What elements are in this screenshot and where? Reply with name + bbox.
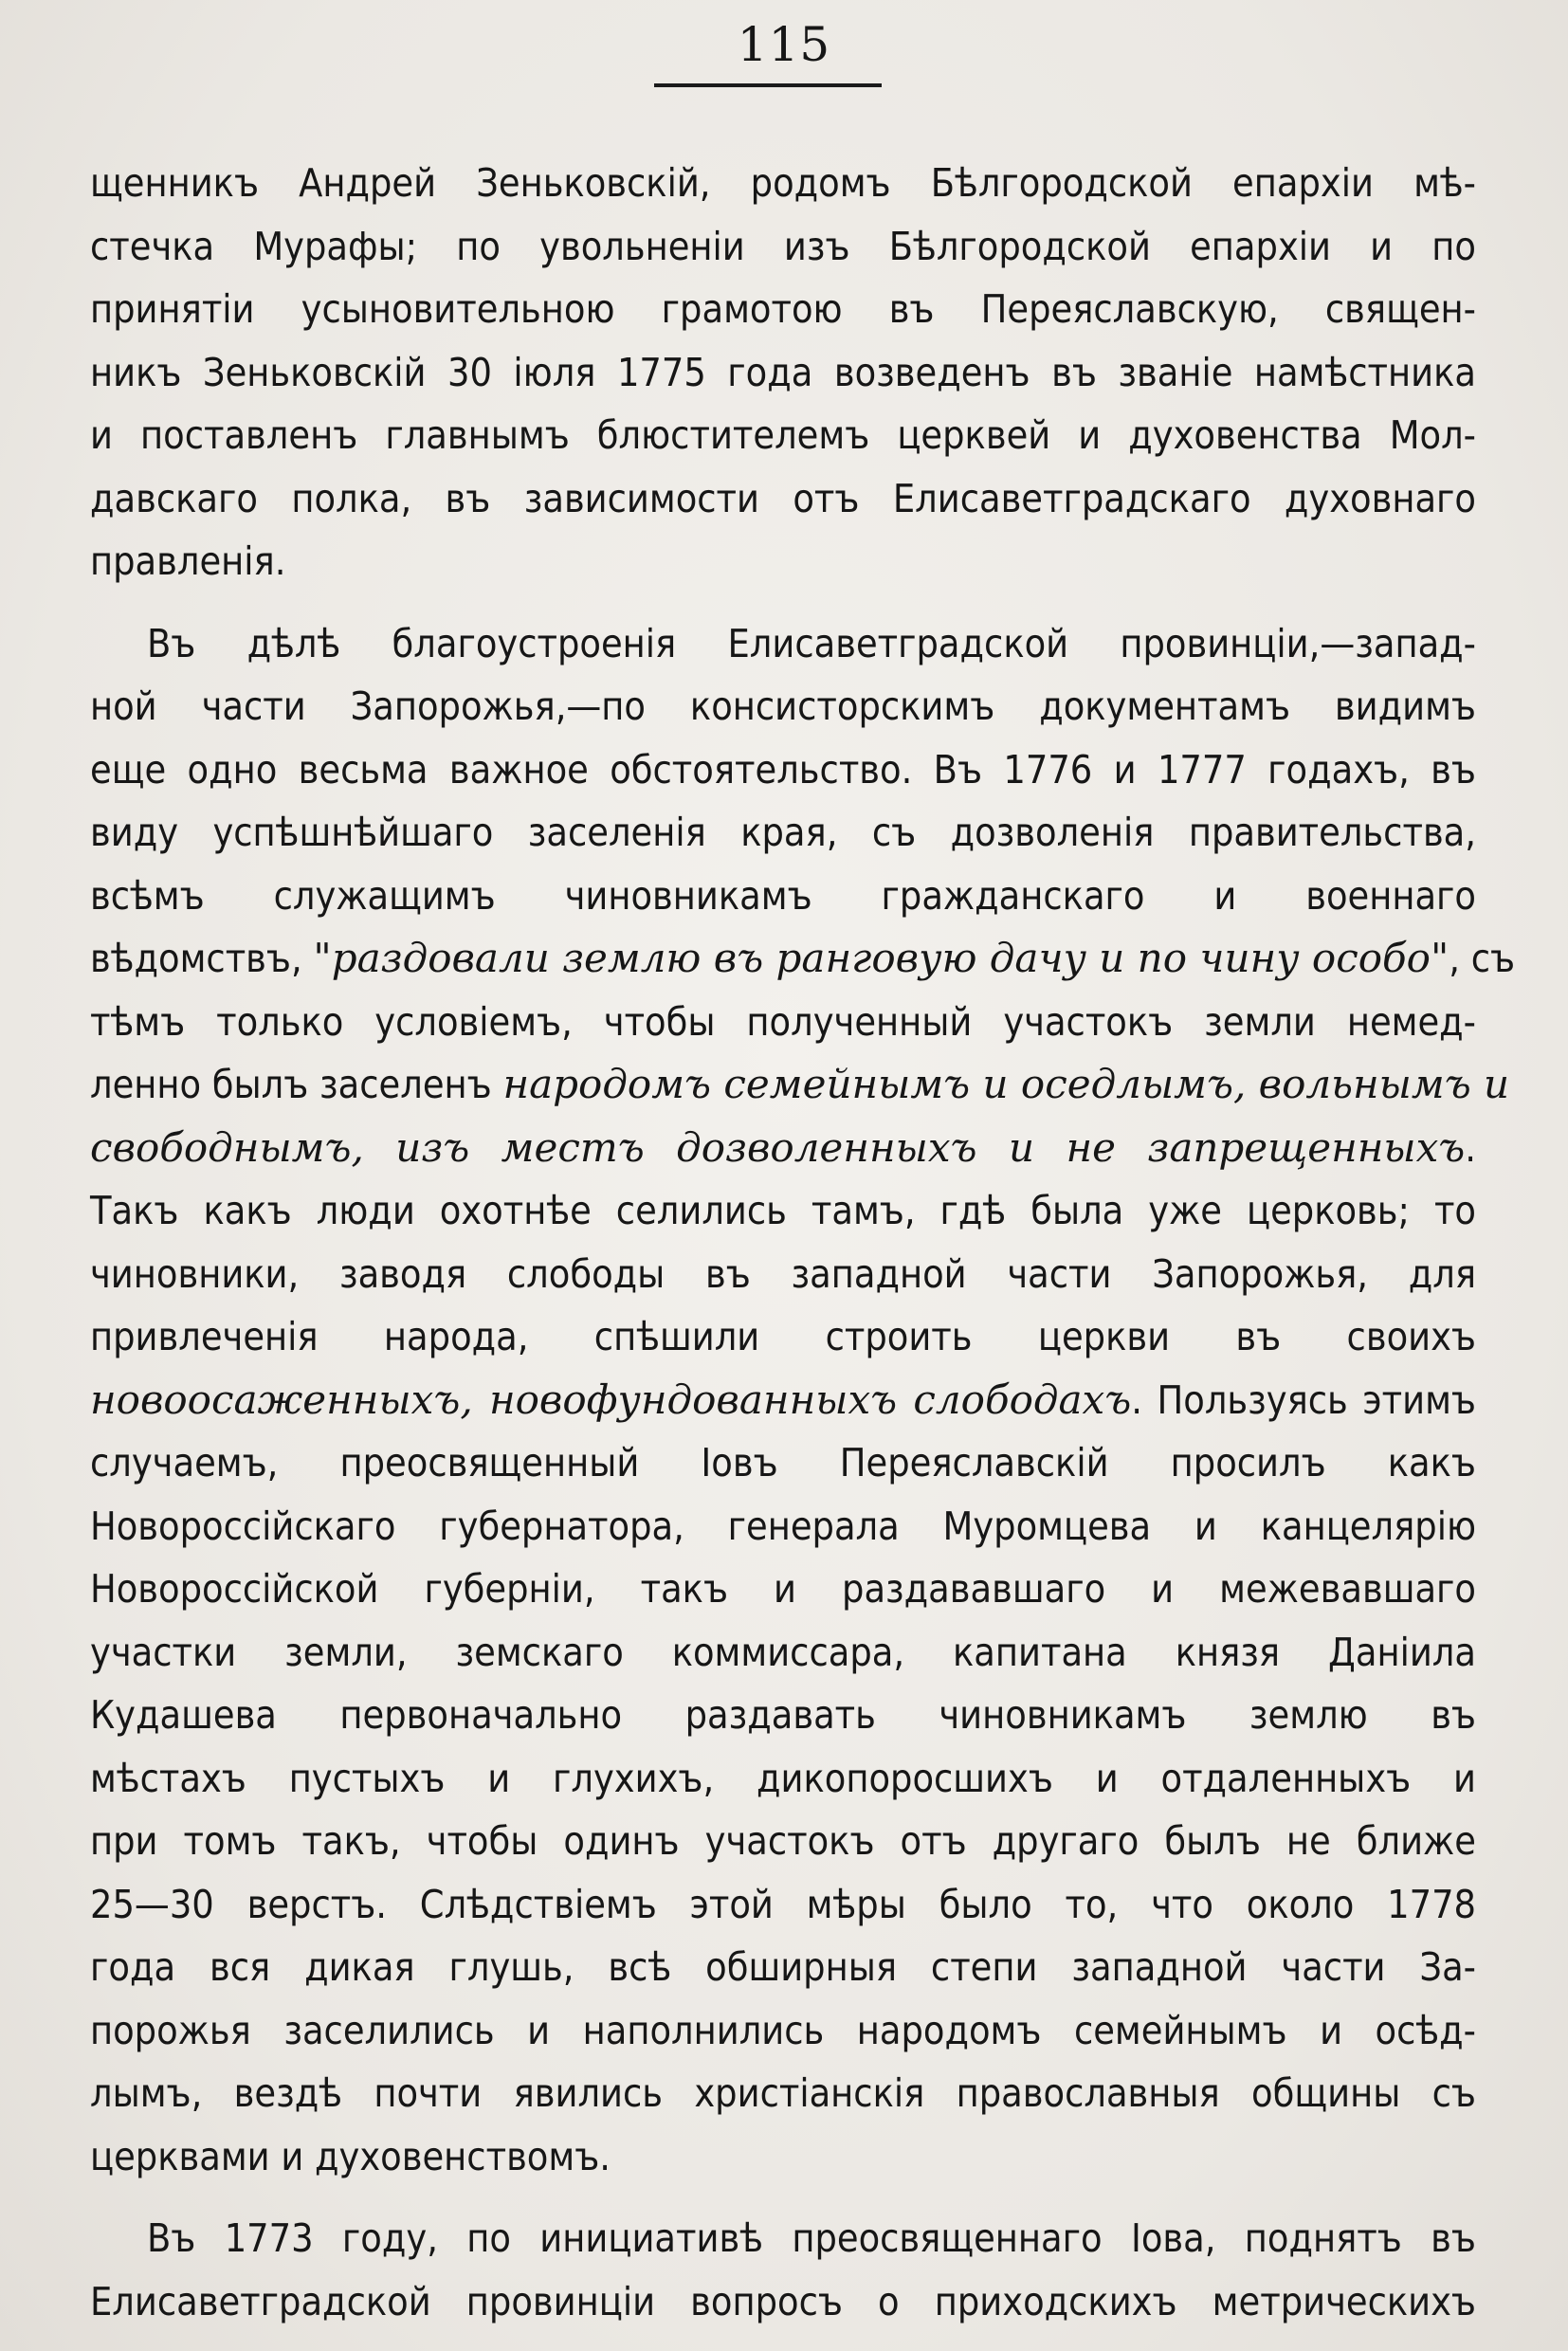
- header-rule: [654, 83, 882, 87]
- body-text: [90, 152, 1516, 2333]
- page-number: 115: [737, 17, 831, 72]
- text-line: Новороссійской губерніи, такъ и раздававшаго и межевавшаго: [90, 1566, 1476, 1612]
- text-line: церквами и духовенствомъ.: [90, 2133, 611, 2179]
- text-line: всѣмъ служащимъ чиновникамъ гражданскаго и военнаго: [90, 872, 1476, 919]
- italic-emphasis: новоосаженныхъ, новофундованныхъ слободахъ: [90, 1376, 1132, 1423]
- text-line: и поставленъ главнымъ блюстителемъ церквей и духовенства Мол-: [90, 412, 1476, 458]
- italic-emphasis: народомъ семейнымъ и оседлымъ, вольнымъ и: [502, 1061, 1510, 1107]
- italic-emphasis: свободнымъ, изъ местъ дозволенныхъ и не запрещенныхъ: [90, 1123, 1466, 1171]
- text-line: еще одно весьма важное обстоятельство. Въ 1776 и 1777 годахъ, въ: [90, 746, 1476, 793]
- text-segment: ленно былъ заселенъ: [90, 1062, 503, 1107]
- paragraph-gap: [90, 2188, 1476, 2207]
- text-segment: . Пользуясь этимъ: [1131, 1376, 1476, 1423]
- text-line: года вся дикая глушь, всѣ обширныя степи западной части За-: [90, 1944, 1476, 1990]
- text-line: Въ 1773 году, по инициативѣ преосвященнаго Іова, поднятъ въ: [147, 2215, 1476, 2261]
- text-line: щенникъ Андрей Зеньковскій, родомъ Бѣлгородской епархіи мѣ-: [90, 160, 1476, 206]
- text-line: виду успѣшнѣйшаго заселенія края, съ дозволенія правительства,: [90, 810, 1476, 855]
- paragraph-gap: [90, 593, 1476, 612]
- text-line: ной части Запорожья,—по консисторскимъ документамъ видимъ: [90, 683, 1476, 729]
- text-segment: .: [1465, 1124, 1476, 1171]
- text-line: участки земли, земскаго коммиссара, капитана князя Даніила: [90, 1629, 1476, 1675]
- italic-emphasis: "раздовали землю въ ранговую дачу и по чину особо": [313, 935, 1449, 981]
- text-line: случаемъ, преосвященный Іовъ Переяславскій просилъ какъ: [90, 1440, 1476, 1485]
- text-line: Новороссійскаго губернатора, генерала Муромцева и канцелярію: [90, 1503, 1476, 1549]
- text-line: Елисаветградской провинціи вопросъ о приходскихъ метрическихъ: [90, 2278, 1476, 2324]
- text-line: Кудашева первоначально раздавать чиновникамъ землю въ: [90, 1692, 1476, 1738]
- text-line: лымъ, вездѣ почти явились христіанскія православныя общины съ: [90, 2070, 1476, 2116]
- text-line: чиновники, заводя слободы въ западной части Запорожья, для: [90, 1250, 1476, 1297]
- text-line: никъ Зеньковскій 30 іюля 1775 года возведенъ въ званіе намѣстника: [90, 349, 1476, 395]
- text-segment: , съ: [1449, 936, 1516, 981]
- text-line: принятіи усыновительною грамотою въ Переяславскую, священ-: [90, 286, 1476, 332]
- text-line: давскаго полка, въ зависимости отъ Елисаветградскаго духовнаго: [90, 475, 1476, 521]
- text-line: мѣстахъ пустыхъ и глухихъ, дикопоросшихъ и отдаленныхъ и: [90, 1755, 1476, 1801]
- text-line: [90, 1117, 1476, 1180]
- text-line: привлеченія народа, спѣшили строить церкви въ своихъ: [90, 1314, 1476, 1359]
- text-line: порожья заселились и наполнились народомъ семейнымъ и осѣд-: [90, 2007, 1476, 2053]
- text-line: тѣмъ только условіемъ, чтобы полученный участокъ земли немед-: [90, 998, 1476, 1045]
- text-line: Въ дѣлѣ благоустроенія Елисаветградской провинціи,—запад-: [147, 620, 1476, 666]
- text-line: при томъ такъ, чтобы одинъ участокъ отъ другаго былъ не ближе: [90, 1818, 1476, 1864]
- text-line: правленія.: [90, 538, 286, 584]
- text-line: Такъ какъ люди охотнѣе селились тамъ, гдѣ была уже церковь; то: [90, 1188, 1476, 1233]
- text-line: [90, 1053, 1510, 1117]
- text-line: [90, 1369, 1476, 1432]
- text-line: 25—30 верстъ. Слѣдствіемъ этой мѣры было то, что около 1778: [90, 1881, 1476, 1927]
- text-line: стечка Мурафы; по увольненіи изъ Бѣлгородской епархіи и по: [90, 223, 1476, 269]
- text-line: [90, 927, 1516, 991]
- text-segment: вѣдомствъ,: [90, 936, 314, 981]
